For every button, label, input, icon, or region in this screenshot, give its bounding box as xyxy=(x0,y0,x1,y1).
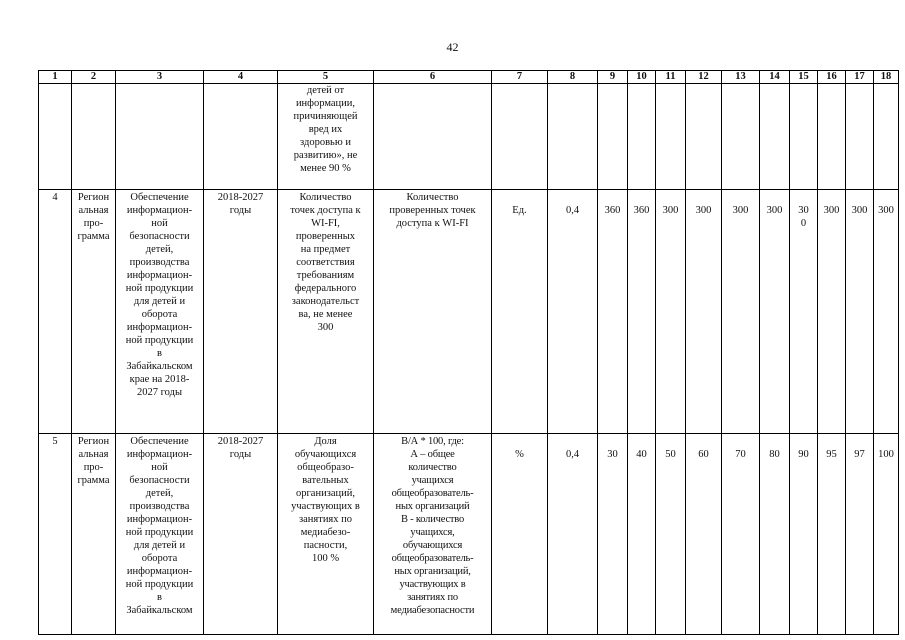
program-name-cell xyxy=(116,84,204,190)
column-header: 17 xyxy=(846,71,874,84)
indicator-cell: детей от информации, причиняющей вред их здоровью и развитию», не менее 90 % xyxy=(278,84,374,190)
unit-cell: % xyxy=(492,434,548,635)
value-cell: 40 xyxy=(628,434,656,635)
value-cell: 300 xyxy=(846,190,874,434)
period-cell: 2018-2027 годы xyxy=(204,190,278,434)
value-cell: 70 xyxy=(722,434,760,635)
value-cell xyxy=(628,84,656,190)
value-cell xyxy=(686,84,722,190)
value-cell: 300 xyxy=(686,190,722,434)
value-cell xyxy=(846,84,874,190)
value-cell: 300 xyxy=(874,190,899,434)
column-header: 6 xyxy=(374,71,492,84)
column-header: 10 xyxy=(628,71,656,84)
column-header: 5 xyxy=(278,71,374,84)
value-cell: 0,4 xyxy=(548,190,598,434)
column-header: 7 xyxy=(492,71,548,84)
indicator-cell: Доля обучающихся общеобразо- вательных организаций, участвующих в занятиях по медиабезо- пасности, 100 % xyxy=(278,434,374,635)
column-header: 9 xyxy=(598,71,628,84)
column-header: 12 xyxy=(686,71,722,84)
value-cell xyxy=(760,84,790,190)
document-type-cell xyxy=(72,84,116,190)
value-cell: 360 xyxy=(598,190,628,434)
value-cell: 100 xyxy=(874,434,899,635)
value-cell: 60 xyxy=(686,434,722,635)
value-cell: 360 xyxy=(628,190,656,434)
method-cell: Количество проверенных точек доступа к WI-FI xyxy=(374,190,492,434)
table-row xyxy=(39,190,899,434)
value-cell xyxy=(548,84,598,190)
period-cell xyxy=(204,84,278,190)
indicator-cell: Количество точек доступа к WI-FI, проверенных на предмет соответствия требованиям федерального законодательст ва, не менее 300 xyxy=(278,190,374,434)
column-header: 8 xyxy=(548,71,598,84)
indicators-table xyxy=(38,70,899,635)
value-cell xyxy=(598,84,628,190)
table-row xyxy=(39,434,899,635)
unit-cell: Ед. xyxy=(492,190,548,434)
table-row xyxy=(39,84,899,190)
column-header: 14 xyxy=(760,71,790,84)
column-header: 4 xyxy=(204,71,278,84)
value-cell: 300 xyxy=(722,190,760,434)
column-header: 16 xyxy=(818,71,846,84)
unit-cell xyxy=(492,84,548,190)
page-number: 42 xyxy=(446,40,459,54)
column-header: 13 xyxy=(722,71,760,84)
value-cell: 0,4 xyxy=(548,434,598,635)
value-cell: 80 xyxy=(760,434,790,635)
value-cell: 97 xyxy=(846,434,874,635)
row-number-cell: 5 xyxy=(39,434,72,635)
value-cell: 30 0 xyxy=(790,190,818,434)
value-cell: 300 xyxy=(760,190,790,434)
value-cell: 95 xyxy=(818,434,846,635)
column-header: 3 xyxy=(116,71,204,84)
document-type-cell: Регион альная про- грамма xyxy=(72,190,116,434)
method-cell xyxy=(374,84,492,190)
document-type-cell: Регион альная про- грамма xyxy=(72,434,116,635)
value-cell xyxy=(722,84,760,190)
value-cell xyxy=(818,84,846,190)
program-name-cell: Обеспечение информацион- ной безопасности детей, производства информацион- ной продукции для детей и оборота информацион- ной продукции в Забайкальском xyxy=(116,434,204,635)
value-cell xyxy=(874,84,899,190)
value-cell: 300 xyxy=(656,190,686,434)
value-cell: 300 xyxy=(818,190,846,434)
header-row xyxy=(39,71,899,84)
column-header: 15 xyxy=(790,71,818,84)
value-cell: 30 xyxy=(598,434,628,635)
value-cell: 90 xyxy=(790,434,818,635)
value-cell xyxy=(656,84,686,190)
column-header: 11 xyxy=(656,71,686,84)
method-cell: В/А * 100, где: А – общее количество учащихся общеобразователь- ных организаций В - количество учащихся, обучающихся общеобразователь- ных организаций, участвующих в занятиях по медиабезопасности xyxy=(374,434,492,635)
program-name-cell: Обеспечение информацион- ной безопасности детей, производства информацион- ной продукции для детей и оборота информацион- ной продукции в Забайкальском крае на 2018- 2027 годы xyxy=(116,190,204,434)
column-header: 18 xyxy=(874,71,899,84)
value-cell xyxy=(790,84,818,190)
value-cell: 50 xyxy=(656,434,686,635)
row-number-cell: 4 xyxy=(39,190,72,434)
row-number-cell xyxy=(39,84,72,190)
column-header: 2 xyxy=(72,71,116,84)
column-header: 1 xyxy=(39,71,72,84)
period-cell: 2018-2027 годы xyxy=(204,434,278,635)
